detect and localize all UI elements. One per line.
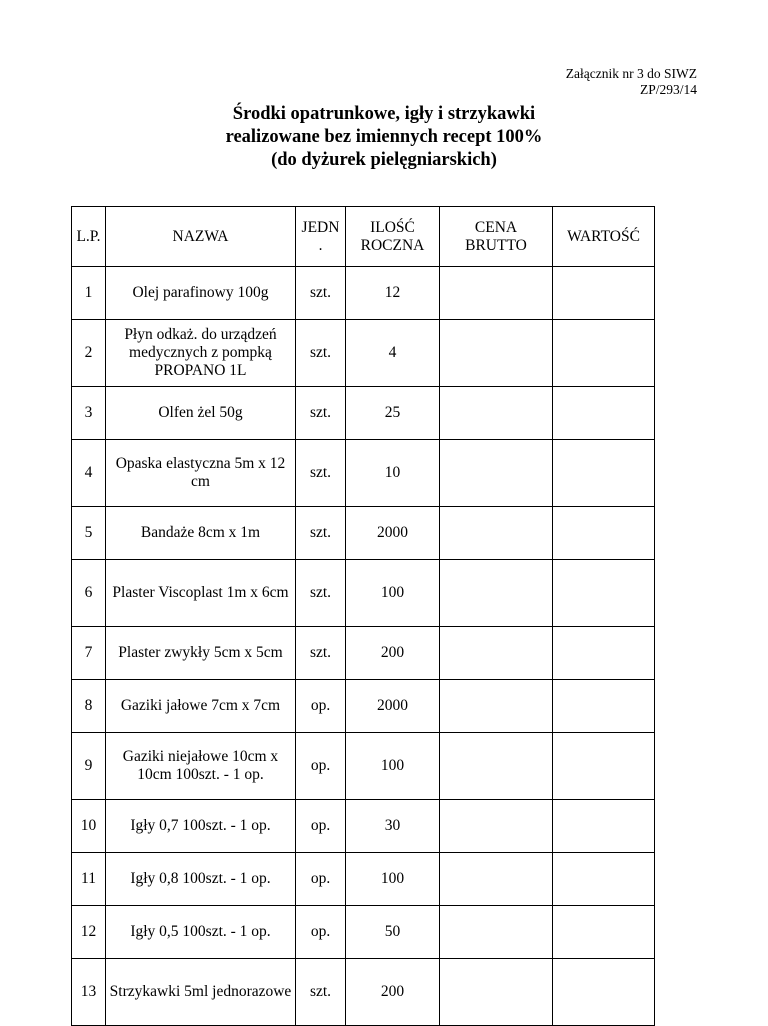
table-row (72, 800, 655, 853)
table-row (72, 959, 655, 1026)
document-title (0, 103, 768, 172)
row-name-cell: Plaster zwykły 5cm x 5cm (106, 627, 296, 680)
table-row (72, 906, 655, 959)
row-value-cell (553, 267, 655, 320)
row-price-cell (440, 800, 553, 853)
row-price-cell (440, 267, 553, 320)
row-name-cell: Olej parafinowy 100g (106, 267, 296, 320)
row-price-cell (440, 959, 553, 1026)
row-qty-cell: 12 (346, 267, 440, 320)
row-qty-cell: 10 (346, 440, 440, 507)
table-row (72, 320, 655, 387)
row-unit-cell: szt. (296, 959, 346, 1026)
row-value-cell (553, 440, 655, 507)
row-price-cell (440, 906, 553, 959)
row-unit-cell: szt. (296, 507, 346, 560)
row-price-cell (440, 680, 553, 733)
row-price-cell (440, 853, 553, 906)
row-lp-cell: 1 (72, 267, 106, 320)
row-qty-cell: 100 (346, 733, 440, 800)
row-name-cell: Igły 0,5 100szt. - 1 op. (106, 906, 296, 959)
row-unit-cell: op. (296, 853, 346, 906)
row-qty-cell: 50 (346, 906, 440, 959)
row-name-cell: Igły 0,7 100szt. - 1 op. (106, 800, 296, 853)
row-value-cell (553, 627, 655, 680)
row-price-cell (440, 627, 553, 680)
row-lp-cell: 13 (72, 959, 106, 1026)
row-lp-cell: 11 (72, 853, 106, 906)
row-name-cell: Plaster Viscoplast 1m x 6cm (106, 560, 296, 627)
row-qty-cell: 100 (346, 560, 440, 627)
table-row (72, 680, 655, 733)
row-unit-cell: szt. (296, 627, 346, 680)
row-price-cell (440, 387, 553, 440)
row-name-cell: Olfen żel 50g (106, 387, 296, 440)
row-unit-cell: szt. (296, 320, 346, 387)
row-unit-cell: op. (296, 906, 346, 959)
row-value-cell (553, 507, 655, 560)
row-lp-cell: 9 (72, 733, 106, 800)
row-lp-cell: 10 (72, 800, 106, 853)
row-value-cell (553, 959, 655, 1026)
row-qty-cell: 4 (346, 320, 440, 387)
row-qty-cell: 200 (346, 959, 440, 1026)
row-qty-cell: 2000 (346, 680, 440, 733)
row-name-cell: Strzykawki 5ml jednorazowe (106, 959, 296, 1026)
row-value-cell (553, 320, 655, 387)
row-value-cell (553, 800, 655, 853)
items-table (71, 206, 655, 1026)
row-unit-cell: op. (296, 680, 346, 733)
row-name-cell: Gaziki niejałowe 10cm x 10cm 100szt. - 1 op. (106, 733, 296, 800)
table-row (72, 267, 655, 320)
annex-line-2: ZP/293/14 (639, 81, 697, 97)
row-lp-cell: 8 (72, 680, 106, 733)
row-lp-cell: 12 (72, 906, 106, 959)
header-lp: L.P. (72, 207, 106, 267)
row-name-cell: Płyn odkaż. do urządzeń medycznych z pompką PROPANO 1L (106, 320, 296, 387)
header-price: CENA BRUTTO (440, 207, 553, 267)
row-qty-cell: 25 (346, 387, 440, 440)
row-value-cell (553, 906, 655, 959)
row-unit-cell: szt. (296, 560, 346, 627)
row-price-cell (440, 440, 553, 507)
row-lp-cell: 4 (72, 440, 106, 507)
row-unit-cell: op. (296, 733, 346, 800)
row-name-cell: Opaska elastyczna 5m x 12 cm (106, 440, 296, 507)
row-lp-cell: 7 (72, 627, 106, 680)
table-row (72, 507, 655, 560)
row-value-cell (553, 733, 655, 800)
annex-label (566, 66, 697, 97)
table-row (72, 733, 655, 800)
row-price-cell (440, 320, 553, 387)
row-qty-cell: 30 (346, 800, 440, 853)
header-name: NAZWA (106, 207, 296, 267)
row-qty-cell: 100 (346, 853, 440, 906)
table-header-row (72, 207, 655, 267)
row-qty-cell: 2000 (346, 507, 440, 560)
table-row (72, 853, 655, 906)
table-row (72, 387, 655, 440)
header-unit: JEDN . (296, 207, 346, 267)
title-line-1: Środki opatrunkowe, igły i strzykawki (232, 104, 536, 124)
row-name-cell: Gaziki jałowe 7cm x 7cm (106, 680, 296, 733)
title-line-2: realizowane bez imiennych recept 100% (225, 127, 543, 147)
row-lp-cell: 3 (72, 387, 106, 440)
row-value-cell (553, 680, 655, 733)
row-unit-cell: op. (296, 800, 346, 853)
row-lp-cell: 2 (72, 320, 106, 387)
row-qty-cell: 200 (346, 627, 440, 680)
table-row (72, 440, 655, 507)
row-unit-cell: szt. (296, 440, 346, 507)
row-lp-cell: 5 (72, 507, 106, 560)
header-value: WARTOŚĆ (553, 207, 655, 267)
row-value-cell (553, 560, 655, 627)
row-price-cell (440, 733, 553, 800)
table-row (72, 560, 655, 627)
row-unit-cell: szt. (296, 267, 346, 320)
row-lp-cell: 6 (72, 560, 106, 627)
annex-line-1: Załącznik nr 3 do SIWZ (565, 66, 697, 81)
title-line-3: (do dyżurek pielęgniarskich) (271, 150, 497, 170)
row-price-cell (440, 507, 553, 560)
row-name-cell: Bandaże 8cm x 1m (106, 507, 296, 560)
row-name-cell: Igły 0,8 100szt. - 1 op. (106, 853, 296, 906)
row-value-cell (553, 387, 655, 440)
table-row (72, 627, 655, 680)
row-unit-cell: szt. (296, 387, 346, 440)
header-qty: ILOŚĆ ROCZNA (346, 207, 440, 267)
row-value-cell (553, 853, 655, 906)
row-price-cell (440, 560, 553, 627)
